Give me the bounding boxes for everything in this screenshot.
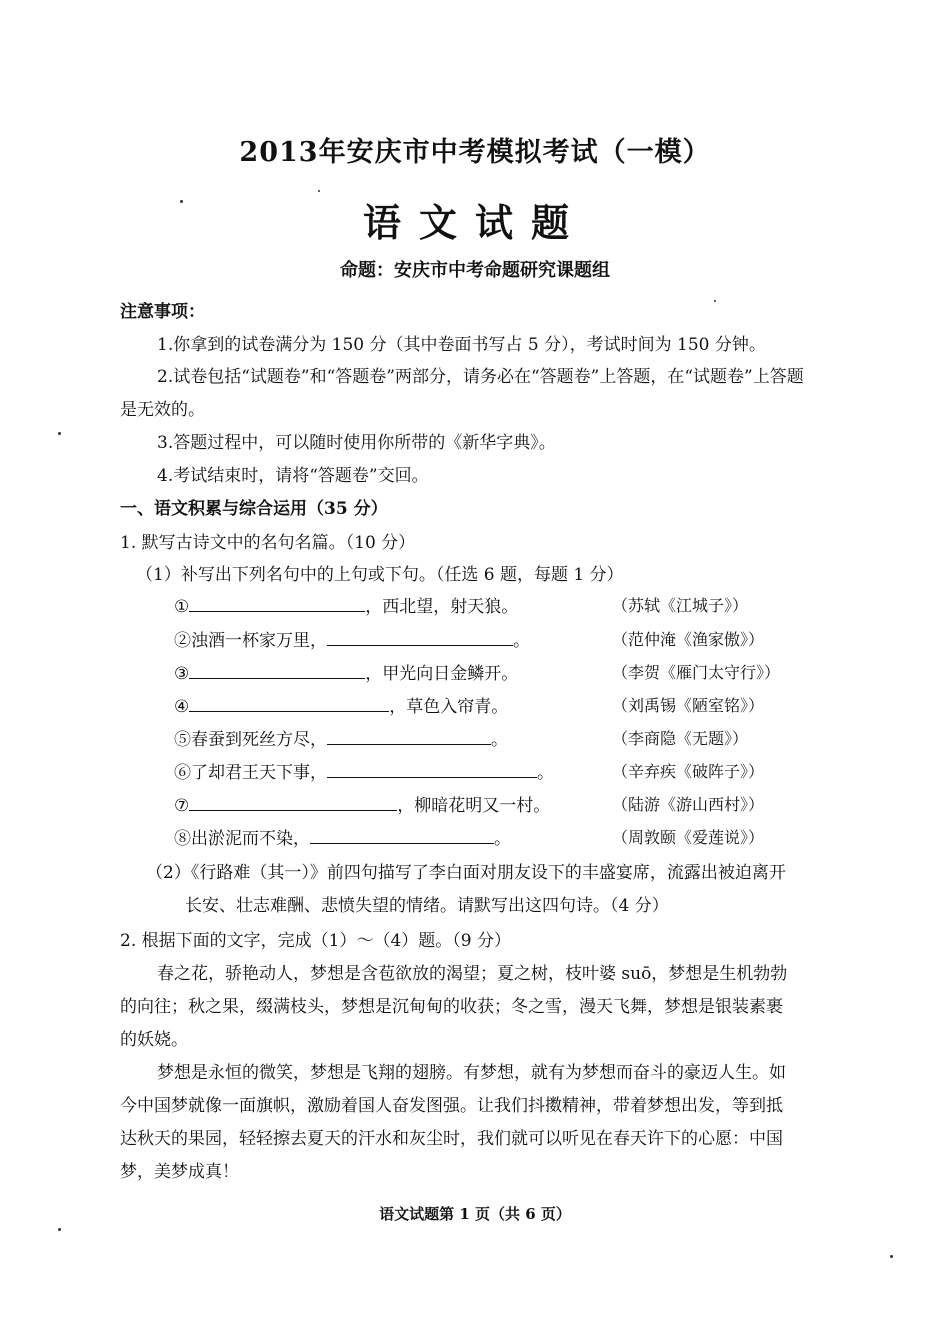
- scan-speck: [180, 200, 183, 203]
- answer-blank[interactable]: [189, 593, 365, 612]
- passage-line: 今中国梦就像一面旗帜，激励着国人奋发图强。让我们抖擞精神，带着梦想出发，等到抵: [120, 1096, 783, 1116]
- scan-speck: [58, 432, 61, 435]
- passage-line: 梦想是永恒的微笑，梦想是飞翔的翅膀。有梦想，就有为梦想而奋斗的豪迈人生。如: [157, 1063, 786, 1083]
- passage-line: 达秋天的果园，轻轻擦去夏天的汗水和灰尘时，我们就可以听见在春天许下的心愿：中国: [120, 1129, 783, 1149]
- poem-source: （刘禹锡《陋室铭》）: [612, 696, 765, 715]
- fill-number: ③: [174, 664, 190, 684]
- fill-text: 出淤泥而不染，: [191, 829, 310, 849]
- passage-line: 春之花，骄艳动人，梦想是含苞欲放的渴望；夏之树，枝叶婆 suō，梦想是生机勃勃: [157, 964, 788, 984]
- fill-line-7: [174, 791, 550, 816]
- scan-speck: [714, 300, 716, 302]
- passage-line: 梦，美梦成真！: [120, 1162, 239, 1182]
- question-2-title: 2. 根据下面的文字，完成（1）～（4）题。（9 分）: [120, 931, 511, 951]
- answer-blank[interactable]: [310, 825, 494, 844]
- poem-source: （范仲淹《渔家傲》）: [612, 630, 765, 649]
- fill-line-3: [174, 659, 518, 684]
- fill-number: ⑥: [174, 763, 191, 783]
- fill-text: 浊酒一杯家万里，: [191, 631, 327, 651]
- fill-text: 。: [494, 829, 511, 849]
- note-item: 3.答题过程中，可以随时使用你所带的《新华字典》。: [157, 433, 556, 453]
- fill-line-4: [174, 692, 508, 717]
- note-item: 4.考试结束时，请将“答题卷”交回。: [157, 466, 429, 486]
- subject-title: 语文试题: [362, 200, 587, 245]
- scan-speck: [890, 1255, 893, 1258]
- fill-number: ①: [174, 597, 190, 617]
- notes-heading: 注意事项：: [120, 302, 205, 322]
- fill-number: ④: [174, 697, 190, 717]
- byline: 命题：安庆市中考命题研究课题组: [340, 260, 610, 281]
- fill-text: ，草色入帘青。: [389, 697, 509, 717]
- answer-blank[interactable]: [189, 792, 397, 811]
- fill-text: 春蚕到死丝方尽，: [191, 730, 327, 750]
- fill-text: ，西北望，射天狼。: [365, 597, 519, 617]
- fill-line-1: [174, 592, 518, 617]
- note-item: 是无效的。: [120, 400, 205, 420]
- answer-blank[interactable]: [189, 660, 365, 679]
- exam-title: 2013年安庆市中考模拟考试（一模）: [239, 137, 711, 168]
- section-heading: 一、语文积累与综合运用（35 分）: [120, 499, 388, 519]
- fill-number: ⑧: [174, 829, 191, 849]
- answer-blank[interactable]: [327, 627, 513, 646]
- fill-number: ⑦: [174, 796, 190, 816]
- fill-line-5: [174, 725, 508, 750]
- page-footer: 语文试题第 1 页（共 6 页）: [379, 1205, 571, 1223]
- note-item: 1.你拿到的试卷满分为 150 分（其中卷面书写占 5 分），考试时间为 150 分钟。: [157, 335, 766, 355]
- note-item: 2.试卷包括“试题卷”和“答题卷”两部分，请务必在“答题卷”上答题，在“试题卷”上答题: [157, 367, 804, 387]
- poem-source: （辛弃疾《破阵子》）: [612, 762, 765, 781]
- fill-number: ⑤: [174, 730, 191, 750]
- fill-line-2: [174, 626, 530, 651]
- fill-text: 。: [491, 730, 508, 750]
- poem-source: （周敦颐《爱莲说》）: [612, 828, 765, 847]
- question-1-part-2: （2）《行路难（其一）》前四句描写了李白面对朋友设下的丰盛宴席，流露出被迫离开: [146, 863, 786, 883]
- fill-line-6: [174, 758, 554, 783]
- question-1-part-1: （1）补写出下列名句中的上句或下句。（任选 6 题，每题 1 分）: [136, 565, 624, 585]
- answer-blank[interactable]: [327, 759, 537, 778]
- fill-text: 。: [513, 631, 530, 651]
- question-1-title: 1. 默写古诗文中的名句名篇。（10 分）: [120, 533, 416, 553]
- question-1-part-2-cont: 长安、壮志难酬、悲愤失望的情绪。请默写出这四句诗。（4 分）: [185, 896, 669, 916]
- fill-text: 。: [537, 763, 554, 783]
- poem-source: （李商隐《无题》）: [612, 729, 749, 748]
- answer-blank[interactable]: [327, 726, 491, 745]
- poem-source: （李贺《雁门太守行》）: [612, 663, 781, 682]
- scan-speck: [318, 190, 320, 192]
- fill-line-8: [174, 824, 511, 849]
- answer-blank[interactable]: [189, 693, 389, 712]
- fill-text: ，甲光向日金鳞开。: [365, 664, 519, 684]
- fill-text: 了却君王天下事，: [191, 763, 327, 783]
- passage-line: 的向往；秋之果，缀满枝头，梦想是沉甸甸的收获；冬之雪，漫天飞舞，梦想是银装素裹: [120, 997, 783, 1017]
- fill-number: ②: [174, 631, 191, 651]
- fill-text: ，柳暗花明又一村。: [397, 796, 551, 816]
- poem-source: （陆游《游山西村》）: [612, 795, 765, 814]
- scan-speck: [58, 1228, 61, 1231]
- passage-line: 的妖娆。: [120, 1030, 188, 1050]
- poem-source: （苏轼《江城子》）: [612, 596, 749, 615]
